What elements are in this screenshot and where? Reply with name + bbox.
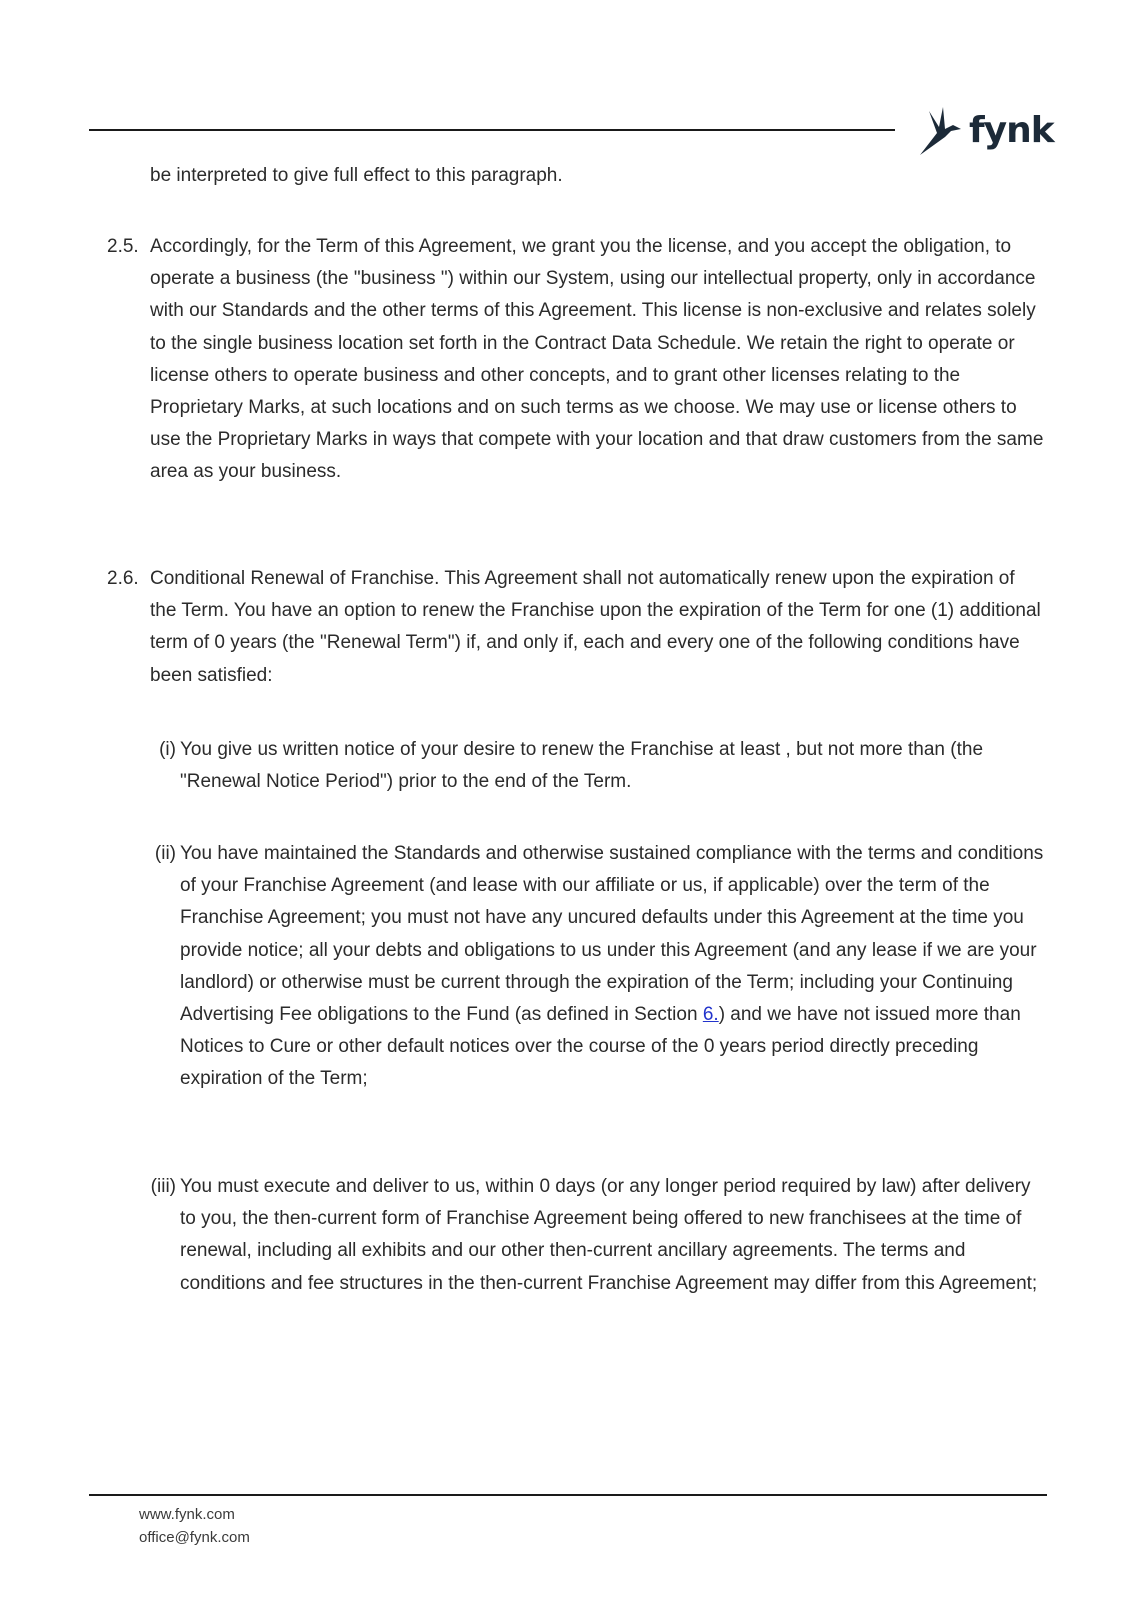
footer-website[interactable]: www.fynk.com <box>139 1506 235 1523</box>
sub-clause-ii-text <box>180 838 1045 1096</box>
clause-number-2-6: 2.6. <box>107 568 139 589</box>
intro-tail-text: be interpreted to give full effect to this paragraph. <box>150 165 563 186</box>
logo-text: fynk <box>969 110 1054 151</box>
sub-clause-number-iii: (iii) <box>150 1176 176 1197</box>
footer-divider <box>89 1494 1047 1496</box>
fynk-bird-logo-icon <box>917 105 963 157</box>
fynk-logo <box>917 103 1054 159</box>
sub-clause-iii-text: You must execute and deliver to us, within 0 days (or any longer period required by law) after delivery to you, the then-current form of Franchise Agreement being offered to new franchisees at the time of renewal, including all exhibits and our other then-current ancillary agreements. The terms and conditions and fee structures in the then-current Franchise Agreement may differ from this Agreement; <box>180 1176 1038 1294</box>
sub-clause-number-i: (i) <box>159 739 176 760</box>
clause-2-5-text: Accordingly, for the Term of this Agreement, we grant you the license, and you accept the obligation, to operate a business (the "business ") within our System, using our intellectual property, only in accordance with our Standards and the other terms of this Agreement. This license is non-exclusive and relates solely to the single business location set forth in the Contract Data Schedule. We retain the right to operate or license others to operate business and other concepts, and to grant other licenses relating to the Proprietary Marks, at such locations and on such terms as we choose. We may use or license others to use the Proprietary Marks in ways that compete with your location and that draw customers from the same area as your business. <box>150 236 1044 483</box>
sub-clause-ii-text-before: You have maintained the Standards and otherwise sustained compliance with the terms and conditions of your Franchise Agreement (and lease with our affiliate or us, if applicable) over the term of the Franchise Agreement; you must not have any uncured defaults under this Agreement at the time you provide notice; all your debts and obligations to us under this Agreement (and any lease if we are your landlord) or otherwise must be current through the expiration of the Term; including your Continuing Advertising Fee obligations to the Fund (as defined in Section <box>180 843 1044 1026</box>
clause-number-2-5: 2.5. <box>107 236 139 257</box>
section-6-link[interactable]: 6. <box>702 1004 719 1026</box>
header-divider <box>89 129 895 131</box>
sub-clause-number-ii: (ii) <box>154 843 176 864</box>
clause-2-6-text: Conditional Renewal of Franchise. This Agreement shall not automatically renew upon the expiration of the Term. You have an option to renew the Franchise upon the expiration of the Term for one (1) additional term of 0 years (the "Renewal Term") if, and only if, each and every one of the following conditions have been satisfied: <box>150 568 1041 686</box>
sub-clause-ii-text-after: ) and we have not issued more than Notices to Cure or other default notices over the course of the 0 years period directly preceding expiration of the Term; <box>180 1004 1021 1090</box>
sub-clause-i-text: You give us written notice of your desire to renew the Franchise at least , but not more than (the "Renewal Notice Period") prior to the end of the Term. <box>180 739 984 793</box>
footer-email[interactable]: office@fynk.com <box>139 1529 250 1546</box>
